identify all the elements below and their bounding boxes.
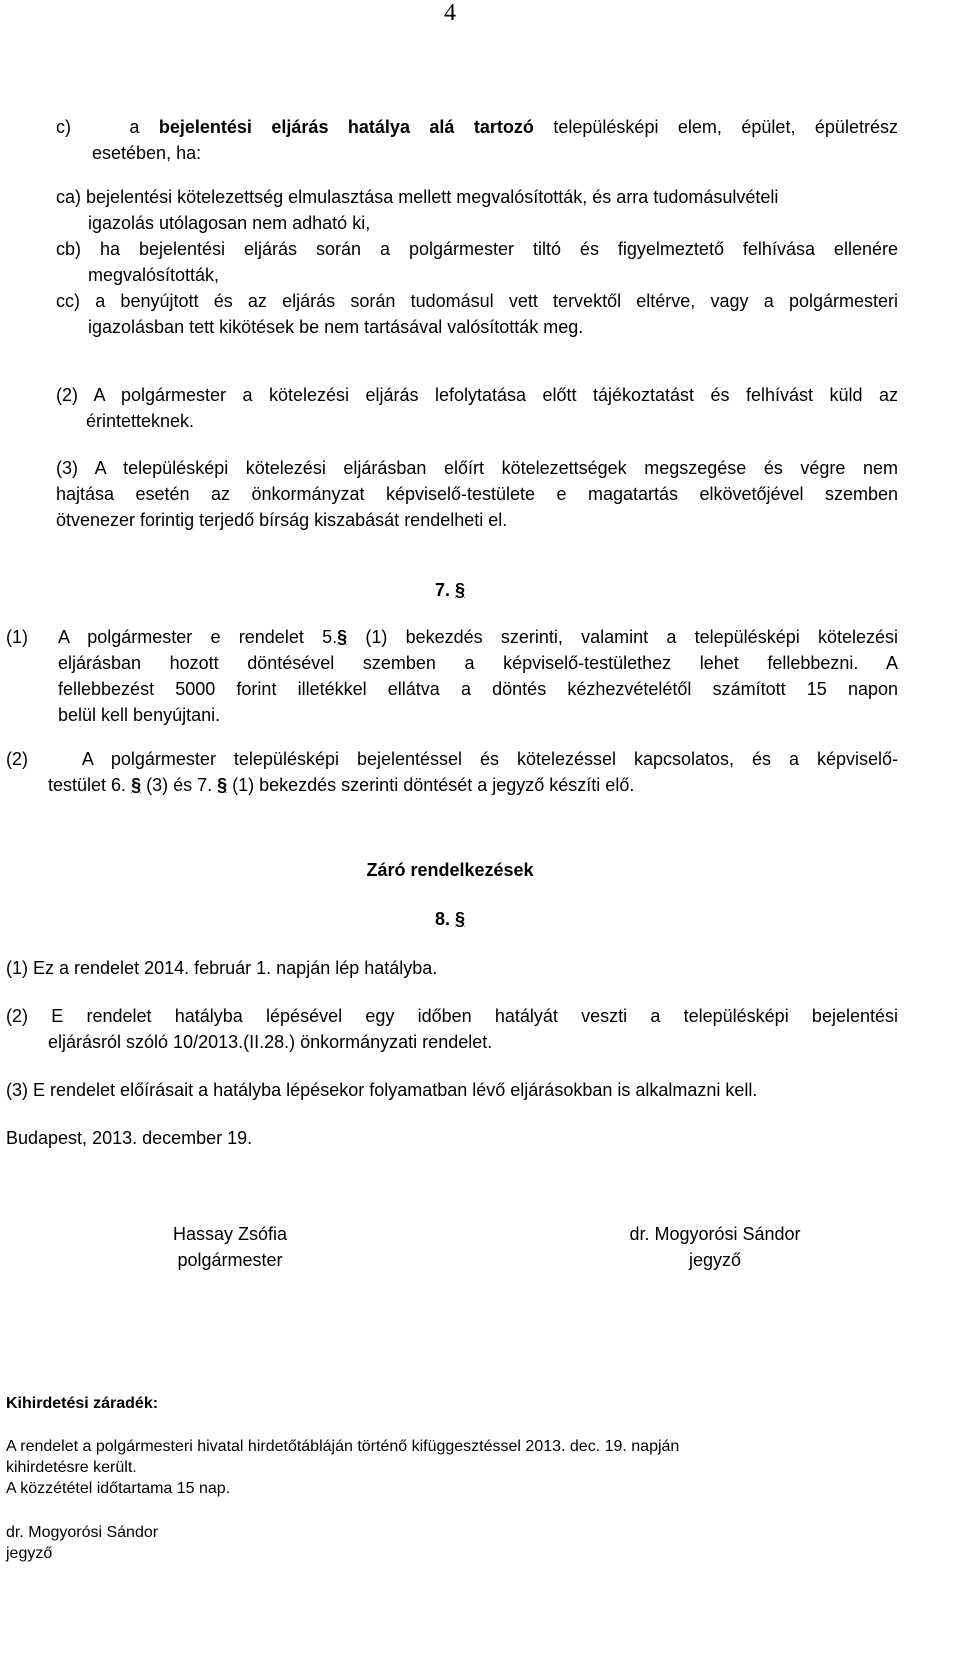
- sub-item-cc: [56, 288, 898, 314]
- signature-name: dr. Mogyorósi Sándor: [629, 1224, 801, 1244]
- section-symbol: §: [455, 580, 466, 600]
- announcement-signer-name: dr. Mogyorósi Sándor: [6, 1524, 159, 1541]
- announcement-signer-title: jegyző: [6, 1545, 53, 1562]
- sub-item-label: ca): [56, 187, 82, 207]
- page-number: 4: [444, 0, 456, 26]
- section-8-p2-line1: (2) E rendelet hatályba lépésével egy időben hatályát veszti a településképi bejelentési: [6, 1006, 898, 1026]
- sub-item-text-cont: igazolásban tett kikötések be nem tartásával valósították meg.: [88, 317, 584, 337]
- section-8-paragraph-2: [6, 1003, 898, 1055]
- section-8-paragraph-1: (1) Ez a rendelet 2014. február 1. napján lép hatályba.: [6, 958, 438, 978]
- paragraph-2-line2: érintetteknek.: [86, 411, 195, 431]
- section-7-p1-line4: belül kell benyújtani.: [58, 705, 221, 725]
- signature-name: Hassay Zsófia: [172, 1224, 288, 1244]
- paragraph-3-line2: hajtása esetén az önkormányzat képviselő-testülete e magatartás elkövetőjével szemben: [56, 484, 898, 504]
- signature-title: jegyző: [688, 1250, 742, 1270]
- item-c-rest: településképi elem, épület, épületrész: [553, 117, 898, 137]
- sub-item-text-cont: igazolás utólagosan nem adható ki,: [88, 213, 371, 233]
- item-c-prefix: a: [129, 117, 140, 137]
- paragraph-2: [56, 382, 898, 434]
- signature-title: polgármester: [177, 1250, 283, 1270]
- section-7-paragraph-2: [6, 746, 898, 798]
- section-7-p1-line2: eljárásban hozott döntésével szemben a képviselő-testülethez lehet fellebbezni. A: [58, 653, 898, 673]
- section-8-paragraph-3: (3) E rendelet előírásait a hatályba lépésekor folyamatban lévő eljárásokban is alkalmazni kell.: [6, 1080, 758, 1100]
- announcement-body: [6, 1436, 896, 1499]
- place-date: Budapest, 2013. december 19.: [6, 1128, 253, 1148]
- section-7-p2-line1: A polgármester településképi bejelentéssel és kötelezéssel kapcsolatos, és a képviselő-: [81, 749, 898, 769]
- text-part: (1) bekezdés szerinti, valamint a településképi kötelezési: [347, 627, 898, 647]
- announcement-line3: A közzététel időtartama 15 nap.: [6, 1480, 231, 1497]
- section-symbol: §: [217, 775, 228, 795]
- sub-item-label: cb): [56, 239, 82, 259]
- section-7-p1-line1: [58, 624, 898, 650]
- sub-item-text: ha bejelentési eljárás során a polgármester tiltó és figyelmeztető felhívása ellenére: [99, 239, 898, 259]
- paragraph-label: (1): [6, 627, 28, 647]
- section-8-p2-line2: eljárásról szóló 10/2013.(II.28.) önkormányzati rendelet.: [48, 1032, 493, 1052]
- item-c-label: c): [56, 117, 71, 137]
- section-symbol: §: [455, 909, 466, 929]
- section-7-p1-line3: fellebbezést 5000 forint illetékkel ellátva a döntés kézhezvételétől számított 15 napon: [58, 679, 898, 699]
- sub-item-text: a benyújtott és az eljárás során tudomásul vett tervektől eltérve, vagy a polgármesteri: [95, 291, 898, 311]
- signature-mayor: [130, 1221, 330, 1273]
- section-7-p2-line2: [6, 772, 898, 798]
- sub-item-label: cc): [56, 291, 80, 311]
- section-7-number: 7.: [434, 580, 450, 600]
- announcement-line2: kihirdetésre került.: [6, 1459, 137, 1476]
- text-part: (3) és 7.: [141, 775, 218, 795]
- sub-item-cb: [56, 236, 898, 262]
- sub-item-text: bejelentési kötelezettség elmulasztása mellett megvalósították, és arra tudomásulvételi: [86, 187, 779, 207]
- paragraph-3-line1: (3) A településképi kötelezési eljárásban előírt kötelezettségek megszegése és végre nem: [56, 458, 898, 478]
- paragraph-label: (2): [6, 749, 28, 769]
- section-symbol: §: [131, 775, 142, 795]
- section-7-heading: [0, 577, 900, 603]
- announcement-signer: [6, 1522, 158, 1564]
- text-part: (1) bekezdés szerinti döntését a jegyző készíti elő.: [227, 775, 635, 795]
- item-c-bold: bejelentési eljárás hatálya alá tartozó: [158, 117, 534, 137]
- text-part: A polgármester e rendelet 5.: [58, 627, 338, 647]
- section-8-heading: [0, 906, 900, 932]
- item-c-line1: [56, 114, 898, 140]
- sub-item-text-cont: megvalósították,: [88, 265, 220, 285]
- text-part: testület 6.: [48, 775, 132, 795]
- section-symbol: §: [337, 627, 348, 647]
- announcement-line1: A rendelet a polgármesteri hivatal hirdetőtábláján történő kifüggesztéssel 2013. dec. 19. napján: [6, 1438, 680, 1455]
- announcement-heading: Kihirdetési záradék:: [6, 1395, 159, 1412]
- paragraph-2-line1: (2) A polgármester a kötelezési eljárás lefolytatása előtt tájékoztatást és felhívást küld az: [56, 385, 898, 405]
- section-7-paragraph-1: [6, 624, 898, 728]
- sub-items: [56, 184, 898, 340]
- section-8-number: 8.: [434, 909, 450, 929]
- sub-item-ca: [56, 184, 898, 236]
- paragraph-3-line3: ötvenezer forintig terjedő bírság kiszabását rendelheti el.: [56, 510, 508, 530]
- signature-notary: [590, 1221, 840, 1273]
- item-c: [56, 114, 898, 166]
- paragraph-3: [56, 455, 898, 533]
- item-c-line2: esetében, ha:: [92, 143, 202, 163]
- closing-title: Záró rendelkezések: [366, 860, 534, 880]
